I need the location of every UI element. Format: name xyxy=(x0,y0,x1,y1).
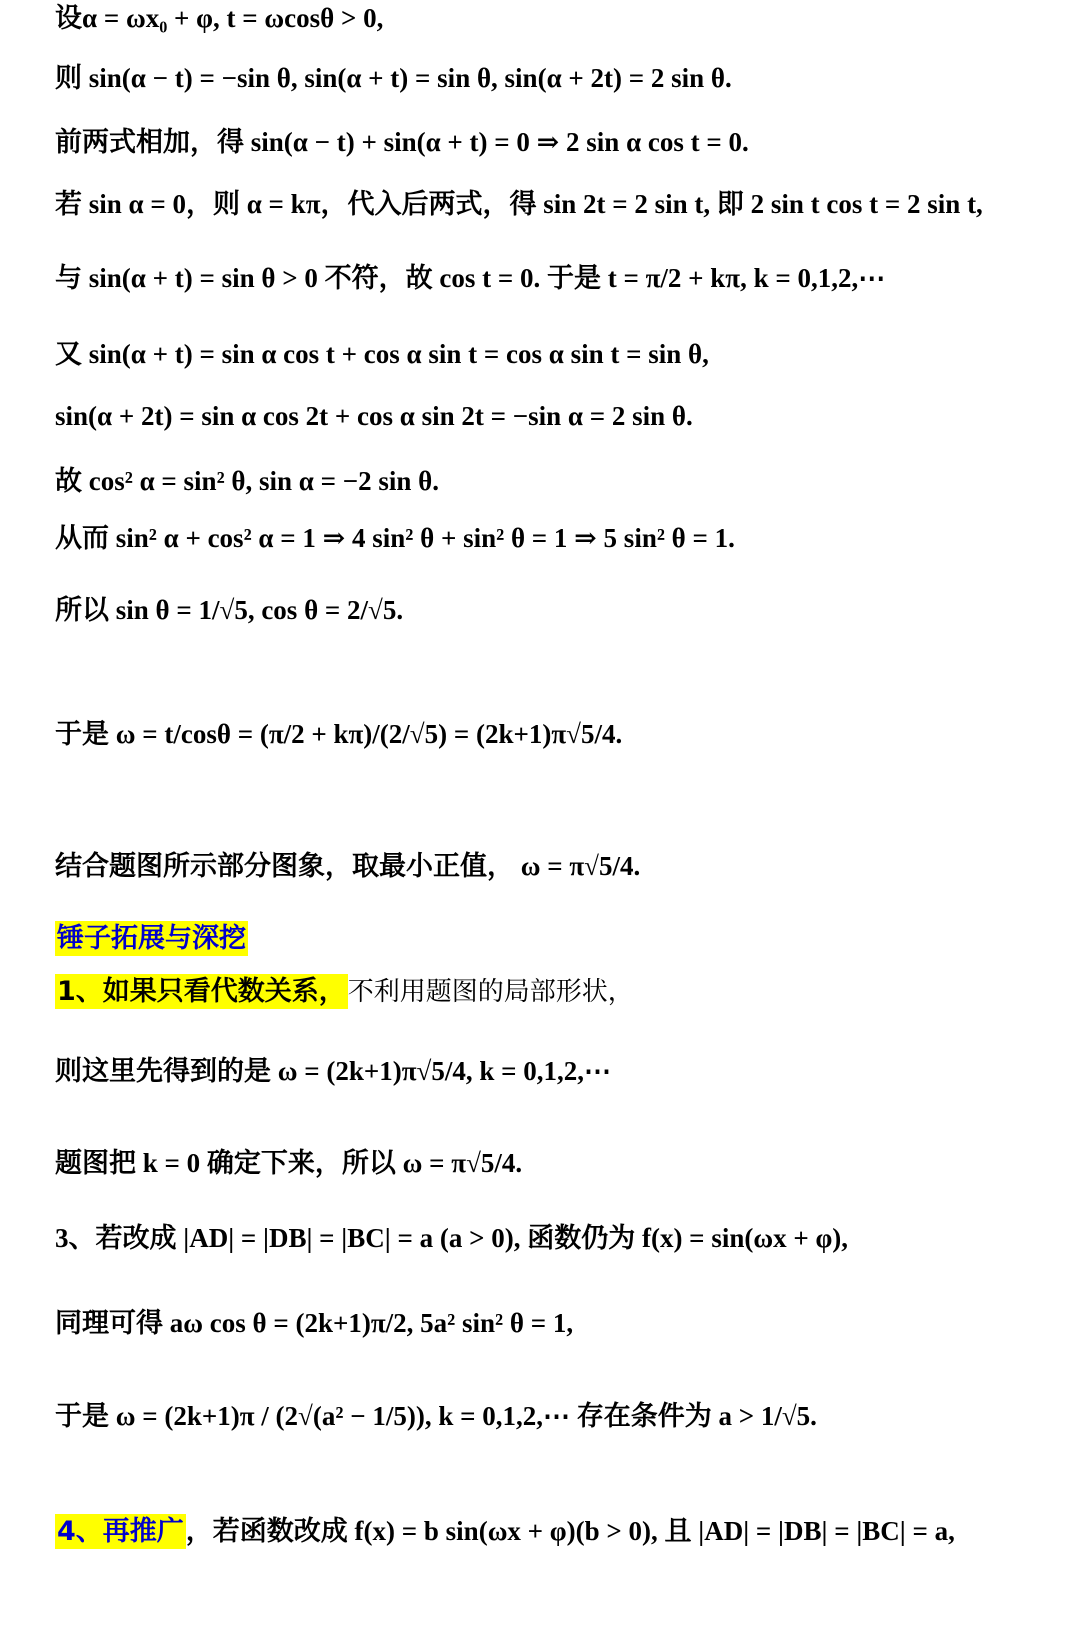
line-7: sin(α + 2t) = sin α cos 2t + cos α sin 2t = −sin α = 2 sin θ. xyxy=(55,401,693,431)
line-15: 3、若改成 |AD| = |DB| = |BC| = a (a > 0), 函数仍为 f(x) = sin(ωx + φ), xyxy=(55,1223,849,1253)
line-13: 则这里先得到的是 ω = (2k+1)π√5/4, k = 0,1,2,⋯ xyxy=(55,1056,612,1086)
line-4: 若 sin α = 0，则 α = kπ，代入后两式，得 sin 2t = 2 sin t, 即 2 sin t cos t = 2 sin t, xyxy=(55,189,983,219)
item-1-text: 不利用题图的局部形状， xyxy=(347,977,634,1007)
item-4-highlight: 4、再推广 xyxy=(57,1516,184,1547)
item-4-text: ，若函数改成 f(x) = b sin(ωx + φ)(b > 0), 且 |AD| = |DB| = |BC| = a, xyxy=(185,1516,955,1546)
line-17: 于是 ω = (2k+1)π / (2√(a² − 1/5)), k = 0,1,2,⋯ 存在条件为 a > 1/√5. xyxy=(55,1401,817,1431)
line-9: 从而 sin² α + cos² α = 1 ⇒ 4 sin² θ + sin² θ = 1 ⇒ 5 sin² θ = 1. xyxy=(55,523,735,553)
item-4 xyxy=(55,1515,1040,1549)
line-6: 又 sin(α + t) = sin α cos t + cos α sin t = cos α sin t = sin θ, xyxy=(55,339,709,369)
line-8: 故 cos² α = sin² θ, sin α = −2 sin θ. xyxy=(55,466,439,496)
item-1 xyxy=(55,975,1040,1009)
line-2: 则 sin(α − t) = −sin θ, sin(α + t) = sin θ, sin(α + 2t) = 2 sin θ. xyxy=(55,63,732,93)
line-5: 与 sin(α + t) = sin θ > 0 不符，故 cos t = 0. 于是 t = π/2 + kπ, k = 0,1,2,⋯ xyxy=(55,263,886,293)
section-title: 锤子拓展与深挖 xyxy=(57,923,246,954)
line-11: 于是 ω = t/cosθ = (π/2 + kπ)/(2/√5) = (2k+1)π√5/4. xyxy=(55,719,623,749)
line-14: 题图把 k = 0 确定下来，所以 ω = π√5/4. xyxy=(55,1148,523,1178)
line-3: 前两式相加，得 sin(α − t) + sin(α + t) = 0 ⇒ 2 sin α cos t = 0. xyxy=(55,127,749,157)
section-title-line xyxy=(55,922,1040,956)
line-10: 所以 sin θ = 1/√5, cos θ = 2/√5. xyxy=(55,595,404,625)
item-1-highlight: 1、如果只看代数关系， xyxy=(57,976,346,1007)
line-16: 同理可得 aω cos θ = (2k+1)π/2, 5a² sin² θ = 1, xyxy=(55,1308,574,1338)
line-1: 设α = ωx₀ + φ, t = ωcosθ > 0, xyxy=(55,3,384,33)
line-12: 结合题图所示部分图象，取最小正值， ω = π√5/4. xyxy=(55,851,641,881)
